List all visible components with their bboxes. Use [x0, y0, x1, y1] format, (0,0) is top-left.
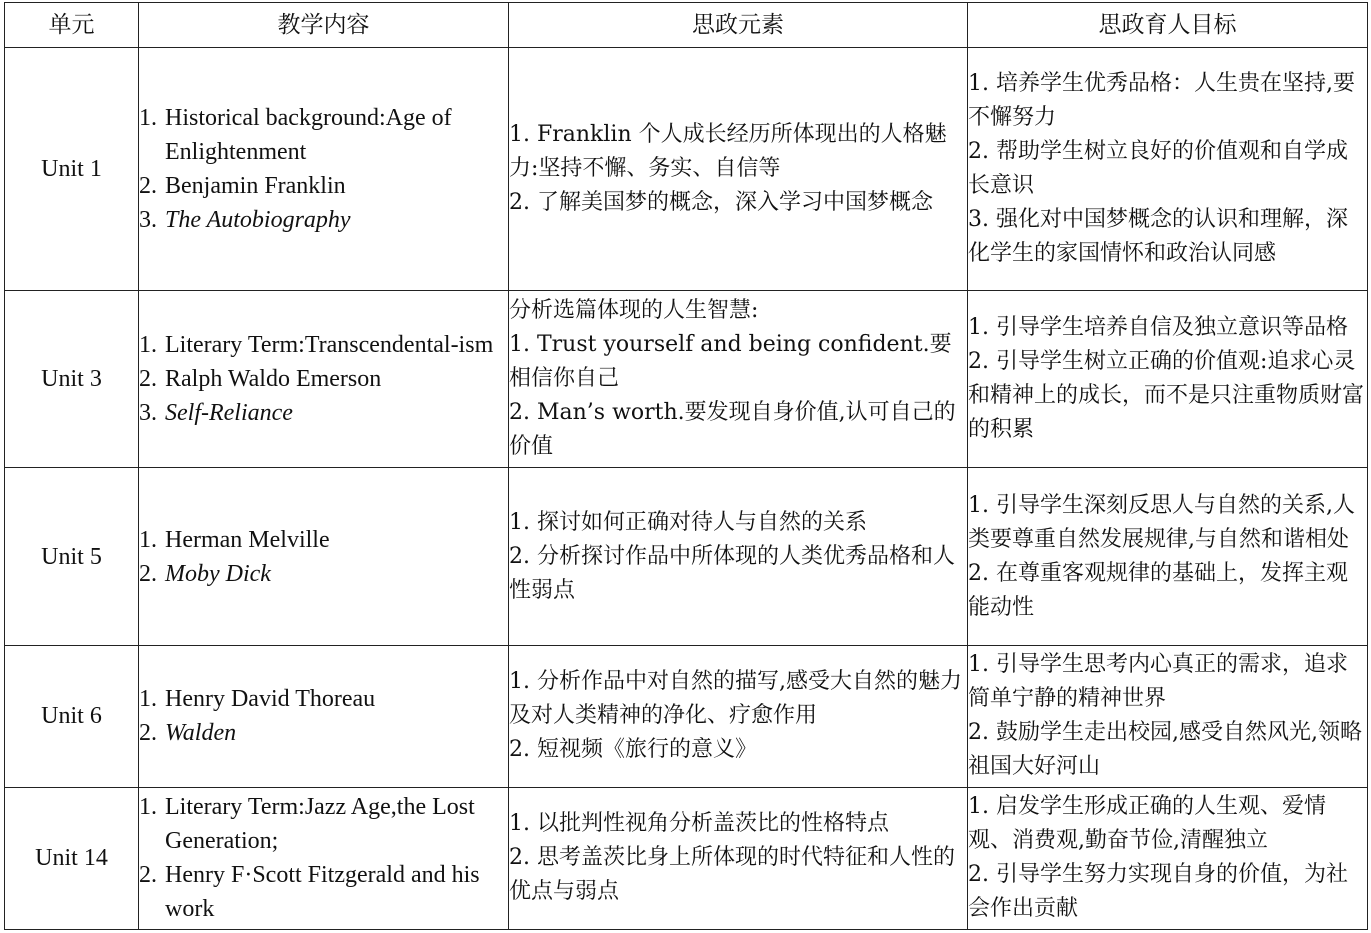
content-item-number: 1.: [139, 105, 157, 132]
content-item: [139, 169, 508, 203]
goal-line: 1. 引导学生培养自信及独立意识等品格: [968, 315, 1348, 341]
content-item: [139, 682, 508, 716]
table-row: [5, 291, 1368, 468]
goal-line: 2. 在尊重客观规律的基础上，发挥主观能动性: [968, 560, 1348, 620]
goal-line: 3. 强化对中国梦概念的认识和理解，深化学生的家国情怀和政治认同感: [968, 207, 1348, 267]
goal-line: 2. 帮助学生树立良好的价值观和自学成长意识: [968, 139, 1348, 199]
table-row: [5, 787, 1368, 929]
content-item: [139, 557, 508, 591]
unit-cell: Unit 3: [5, 291, 139, 468]
content-item-number: 2.: [139, 560, 157, 587]
content-item: [139, 203, 508, 237]
content-item-number: 3.: [139, 400, 157, 427]
content-item-text: Herman Melville: [165, 526, 330, 553]
goal-line: 1. 启发学生形成正确的人生观、爱情观、消费观,勤奋节俭,清醒独立: [968, 794, 1326, 854]
content-item-number: 1.: [139, 332, 157, 359]
header-goals: 思政育人目标: [968, 3, 1368, 48]
element-line: 2. 了解美国梦的概念，深入学习中国梦概念: [509, 190, 933, 216]
header-row: [5, 3, 1368, 48]
content-item-text: Historical background:Age of Enlightenment: [165, 105, 452, 166]
content-item: [139, 790, 508, 858]
goals-cell: [968, 291, 1368, 468]
element-line: 1. Trust yourself and being confident.要相信你自己: [509, 332, 952, 392]
goal-line: 1. 引导学生深刻反思人与自然的关系,人类要尊重自然发展规律,与自然和谐相处: [968, 492, 1355, 552]
content-item: [139, 101, 508, 169]
content-item: [139, 362, 508, 396]
content-item-text: Henry F·Scott Fitzgerald and his work: [165, 862, 480, 923]
content-cell: [139, 291, 509, 468]
content-item-text: Literary Term:Transcendental-ism: [165, 332, 494, 359]
unit-cell: Unit 5: [5, 468, 139, 645]
course-table: [4, 2, 1368, 930]
element-line: 1. 分析作品中对自然的描写,感受大自然的魅力及对人类精神的净化、疗愈作用: [509, 669, 962, 729]
content-item-text: Benjamin Franklin: [165, 173, 346, 200]
goals-cell: [968, 48, 1368, 291]
elements-cell: [509, 291, 968, 468]
content-item-text: Literary Term:Jazz Age,the Lost Generation;: [165, 794, 475, 855]
element-line: 1. 以批判性视角分析盖茨比的性格特点: [509, 811, 889, 837]
table-row: [5, 645, 1368, 787]
table-row: [5, 48, 1368, 291]
content-item-number: 1.: [139, 794, 157, 821]
goal-line: 1. 培养学生优秀品格：人生贵在坚持,要不懈努力: [968, 71, 1355, 131]
elements-cell: [509, 645, 968, 787]
elements-cell: [509, 787, 968, 929]
content-item-number: 2.: [139, 173, 157, 200]
element-line: 2. Man’s worth.要发现自身价值,认可自己的价值: [509, 400, 956, 460]
element-line: 2. 思考盖茨比身上所体现的时代特征和人性的优点与弱点: [509, 845, 955, 905]
content-item-text: Walden: [165, 720, 237, 747]
element-line: 2. 短视频《旅行的意义》: [509, 737, 757, 763]
content-item: [139, 716, 508, 750]
content-item-number: 2.: [139, 862, 157, 889]
unit-cell: Unit 1: [5, 48, 139, 291]
element-line: 2. 分析探讨作品中所体现的人类优秀品格和人性弱点: [509, 543, 955, 603]
goals-cell: [968, 645, 1368, 787]
element-line: 1. Franklin 个人成长经历所体现出的人格魅力:坚持不懈、务实、自信等: [509, 122, 947, 182]
goals-cell: [968, 787, 1368, 929]
content-cell: [139, 48, 509, 291]
content-item-number: 3.: [139, 207, 157, 234]
goal-line: 1. 引导学生思考内心真正的需求，追求简单宁静的精神世界: [968, 652, 1348, 712]
content-item: [139, 858, 508, 926]
content-cell: [139, 787, 509, 929]
content-item-text: Henry David Thoreau: [165, 686, 376, 713]
content-item: [139, 396, 508, 430]
content-item-text: Moby Dick: [165, 560, 271, 587]
content-item-number: 1.: [139, 526, 157, 553]
table-row: [5, 468, 1368, 645]
goal-line: 2. 鼓励学生走出校园,感受自然风光,领略祖国大好河山: [968, 720, 1362, 780]
element-line: 分析选篇体现的人生智慧:: [509, 298, 759, 324]
content-item-number: 1.: [139, 686, 157, 713]
goal-line: 2. 引导学生树立正确的价值观:追求心灵和精神上的成长，而不是只注重物质财富的积累: [968, 349, 1365, 443]
unit-cell: Unit 14: [5, 787, 139, 929]
elements-cell: [509, 48, 968, 291]
content-item-number: 2.: [139, 720, 157, 747]
goals-cell: [968, 468, 1368, 645]
content-item: [139, 328, 508, 362]
content-item-number: 2.: [139, 366, 157, 393]
content-item-text: Self-Reliance: [165, 400, 293, 427]
header-content: 教学内容: [139, 3, 509, 48]
content-item: [139, 523, 508, 557]
unit-cell: Unit 6: [5, 645, 139, 787]
content-item-text: Ralph Waldo Emerson: [165, 366, 382, 393]
elements-cell: [509, 468, 968, 645]
goal-line: 2. 引导学生努力实现自身的价值，为社会作出贡献: [968, 862, 1348, 922]
header-unit: 单元: [5, 3, 139, 48]
header-elements: 思政元素: [509, 3, 968, 48]
content-item-text: The Autobiography: [165, 207, 351, 234]
content-cell: [139, 645, 509, 787]
content-cell: [139, 468, 509, 645]
element-line: 1. 探讨如何正确对待人与自然的关系: [509, 509, 867, 535]
